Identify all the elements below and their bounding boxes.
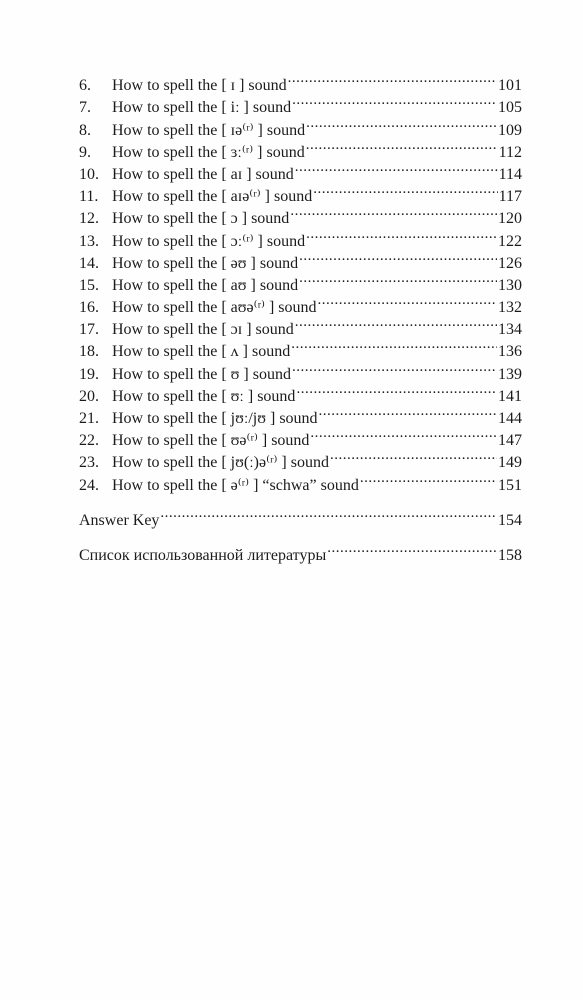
dot-leader (360, 467, 497, 489)
toc-entry-title: How to spell the [ ə⁽ʳ⁾ ] “schwa” sound (112, 476, 359, 494)
toc-entry (79, 68, 522, 95)
toc-entry-title: How to spell the [ jʊ(ː)ə⁽ʳ⁾ ] sound (112, 454, 329, 472)
table-of-contents (79, 68, 522, 564)
toc-entry-title: How to spell the [ ɪ ] sound (112, 77, 287, 95)
dot-leader (160, 503, 497, 525)
toc-entry-page: 151 (498, 476, 522, 494)
toc-entry-page: 132 (498, 299, 522, 317)
toc-entry-page: 105 (498, 99, 522, 117)
toc-entry-number: 6. (79, 77, 91, 95)
toc-entry-page: 114 (498, 165, 522, 183)
toc-entry-title: How to spell the [ aɪə⁽ʳ⁾ ] sound (112, 188, 313, 206)
toc-entry-number: 24. (79, 476, 99, 494)
toc-entry-page: 158 (498, 546, 522, 564)
dot-leader (292, 90, 497, 112)
toc-entry-number: 13. (79, 232, 99, 250)
toc-entry-number: 11. (79, 188, 99, 206)
toc-entry-title: How to spell the [ aʊə⁽ʳ⁾ ] sound (112, 299, 317, 317)
toc-entry-page: 126 (498, 254, 522, 272)
toc-entry-page: 149 (498, 454, 522, 472)
toc-entry-title: How to spell the [ ʊ ] sound (112, 365, 291, 383)
toc-entry-page: 109 (498, 121, 522, 139)
dot-leader (290, 201, 497, 223)
toc-entry-title: How to spell the [ jʊː/jʊ ] sound (112, 410, 318, 427)
toc-entry-title: How to spell the [ iː ] sound (112, 99, 292, 117)
toc-entry-page: 101 (498, 77, 522, 95)
toc-entry-title: How to spell the [ ɔ ] sound (112, 210, 290, 228)
dot-leader (319, 401, 497, 423)
toc-entry-title: How to spell the [ ɪə⁽ʳ⁾ ] sound (112, 121, 306, 139)
toc-entry-references (79, 538, 522, 564)
toc-entry-page: 141 (498, 387, 522, 405)
toc-entry-page: 139 (498, 365, 522, 383)
toc-entry-title: How to spell the [ əʊ ] sound (112, 254, 299, 272)
dot-leader (330, 445, 497, 467)
toc-entry-number: 22. (79, 432, 99, 450)
toc-entry-number: 9. (79, 143, 91, 161)
toc-entry-title: How to spell the [ ɔː⁽ʳ⁾ ] sound (112, 232, 306, 250)
dot-leader (313, 179, 497, 201)
toc-entry-page: 130 (498, 276, 522, 294)
toc-entry-number: 18. (79, 343, 99, 361)
toc-entry-page: 147 (498, 432, 522, 450)
toc-entry-number: 19. (79, 365, 99, 383)
toc-entry-number: 12. (79, 210, 99, 228)
toc-entry-number: 16. (79, 299, 99, 317)
toc-entry-title: How to spell the [ aʊ ] sound (112, 276, 299, 294)
toc-entry-number: 15. (79, 276, 99, 294)
dot-leader (292, 356, 497, 378)
toc-entry-title: How to spell the [ ʊə⁽ʳ⁾ ] sound (112, 432, 310, 450)
toc-entry-number: 17. (79, 321, 99, 339)
dot-leader (299, 268, 497, 290)
toc-entry-title: How to spell the [ ɜː⁽ʳ⁾ ] sound (112, 143, 305, 161)
toc-entry-page: 122 (498, 232, 522, 250)
toc-entry-page: 134 (498, 321, 522, 339)
toc-entry-number: 14. (79, 254, 99, 272)
toc-entry-title: Список использованной литературы (79, 546, 327, 564)
dot-leader (295, 312, 497, 334)
toc-entry-number: 21. (79, 410, 99, 427)
toc-entry-page: 112 (498, 143, 522, 161)
toc-entry-title: How to spell the [ ʊː ] sound (112, 387, 296, 405)
toc-entry-page: 120 (498, 210, 522, 228)
toc-entry-title: Answer Key (79, 511, 160, 529)
toc-entry-page: 136 (498, 343, 522, 361)
toc-entry-number: 10. (79, 165, 99, 183)
toc-entry-title: How to spell the [ ɔɪ ] sound (112, 321, 294, 339)
toc-entry-number: 7. (79, 99, 91, 117)
toc-entry-page: 154 (498, 511, 522, 529)
dot-leader (306, 135, 498, 157)
dot-leader (295, 157, 498, 179)
dot-leader (327, 538, 497, 560)
toc-entry-number: 23. (79, 454, 99, 472)
dot-leader (318, 290, 497, 312)
toc-entry-title: How to spell the [ ʌ ] sound (112, 343, 291, 361)
dot-leader (299, 246, 497, 268)
toc-entry-page: 117 (498, 188, 522, 206)
dot-leader (306, 112, 497, 134)
toc-entry-number: 20. (79, 387, 99, 405)
dot-leader (310, 423, 497, 445)
toc-entry-page: 144 (498, 410, 522, 427)
toc-entry-title: How to spell the [ aɪ ] sound (112, 165, 294, 183)
dot-leader (306, 223, 497, 245)
dot-leader (296, 379, 497, 401)
dot-leader (291, 334, 497, 356)
toc-entry-answer-key (79, 503, 522, 529)
dot-leader (288, 68, 497, 90)
toc-entry-number: 8. (79, 121, 91, 139)
